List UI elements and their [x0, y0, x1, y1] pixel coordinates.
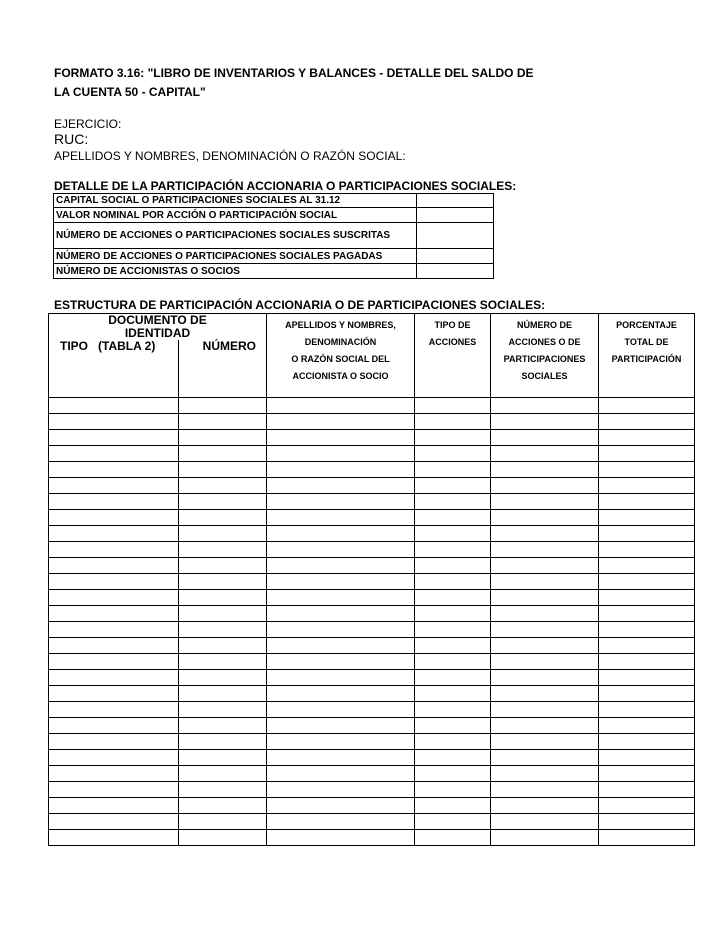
table-cell[interactable]: [49, 685, 179, 701]
table-cell[interactable]: [179, 605, 267, 621]
table-cell[interactable]: [599, 413, 695, 429]
table-cell[interactable]: [415, 429, 491, 445]
table-row: [49, 717, 695, 733]
table-cell[interactable]: [491, 829, 599, 845]
table-cell[interactable]: [179, 829, 267, 845]
table-cell[interactable]: [599, 605, 695, 621]
table-cell[interactable]: [267, 685, 415, 701]
summary-value-cell: [417, 194, 494, 208]
summary-value-cell: [417, 223, 494, 249]
table-cell[interactable]: [415, 781, 491, 797]
estructura-heading: ESTRUCTURA DE PARTICIPACIÓN ACCIONARIA O DE PARTICIPACIONES SOCIALES:: [54, 298, 546, 312]
table-cell[interactable]: [491, 557, 599, 573]
table-cell[interactable]: [491, 733, 599, 749]
table-cell[interactable]: [599, 685, 695, 701]
header-line: PARTICIPACIONES: [503, 354, 586, 364]
table-cell[interactable]: [267, 653, 415, 669]
table-cell[interactable]: [49, 813, 179, 829]
razon-social-label: APELLIDOS Y NOMBRES, DENOMINACIÓN O RAZÓN SOCIAL:: [54, 149, 406, 163]
table-cell[interactable]: [179, 573, 267, 589]
table-cell[interactable]: [267, 429, 415, 445]
table-cell[interactable]: [49, 445, 179, 461]
table-cell[interactable]: [267, 749, 415, 765]
table-cell[interactable]: [491, 669, 599, 685]
table-cell[interactable]: [491, 541, 599, 557]
table-cell[interactable]: [599, 509, 695, 525]
table-cell[interactable]: [415, 829, 491, 845]
form-title-line1: FORMATO 3.16: "LIBRO DE INVENTARIOS Y BALANCES - DETALLE DEL SALDO DE: [54, 66, 534, 80]
table-cell[interactable]: [491, 781, 599, 797]
table-cell[interactable]: [49, 669, 179, 685]
summary-label: NÚMERO DE ACCIONES O PARTICIPACIONES SOCIALES PAGADAS: [54, 249, 417, 264]
table-cell[interactable]: [599, 749, 695, 765]
table-cell[interactable]: [491, 605, 599, 621]
summary-value-cell: [417, 264, 494, 279]
table-row: [49, 605, 695, 621]
table-cell[interactable]: [267, 445, 415, 461]
table-row: [49, 509, 695, 525]
table-cell[interactable]: [599, 445, 695, 461]
table-cell[interactable]: [491, 461, 599, 477]
table-cell[interactable]: [49, 493, 179, 509]
table-cell[interactable]: [415, 493, 491, 509]
summary-label: CAPITAL SOCIAL O PARTICIPACIONES SOCIALES AL 31.12: [54, 194, 417, 208]
table-cell[interactable]: [49, 589, 179, 605]
summary-value-cell: [417, 249, 494, 264]
table-cell[interactable]: [599, 429, 695, 445]
table-cell[interactable]: [267, 589, 415, 605]
tabla2-label: (TABLA 2): [98, 339, 156, 353]
header-line: NÚMERO DE: [516, 320, 572, 330]
table-row: [49, 829, 695, 845]
table-cell[interactable]: [179, 637, 267, 653]
table-cell[interactable]: [415, 637, 491, 653]
header-line: TIPO DE: [434, 320, 471, 330]
table-cell[interactable]: [599, 717, 695, 733]
table-cell[interactable]: [415, 717, 491, 733]
header-line: TOTAL DE: [624, 337, 669, 347]
table-cell[interactable]: [415, 541, 491, 557]
table-cell[interactable]: [491, 765, 599, 781]
table-cell[interactable]: [491, 749, 599, 765]
header-line: O RAZÓN SOCIAL DEL: [291, 354, 390, 364]
table-row: [49, 813, 695, 829]
ruc-label: RUC:: [54, 131, 89, 147]
table-cell[interactable]: [491, 621, 599, 637]
table-row: [49, 621, 695, 637]
table-cell[interactable]: [49, 717, 179, 733]
table-cell[interactable]: [415, 413, 491, 429]
table-cell[interactable]: [415, 621, 491, 637]
table-row: [49, 525, 695, 541]
table-cell[interactable]: [491, 701, 599, 717]
table-cell[interactable]: [267, 781, 415, 797]
table-cell[interactable]: [179, 717, 267, 733]
table-cell[interactable]: [179, 765, 267, 781]
table-cell[interactable]: [49, 749, 179, 765]
table-cell[interactable]: [49, 525, 179, 541]
table-cell[interactable]: [415, 445, 491, 461]
table-cell[interactable]: [415, 653, 491, 669]
summary-label: NÚMERO DE ACCIONES O PARTICIPACIONES SOCIALES SUSCRITAS: [54, 223, 417, 249]
table-cell[interactable]: [49, 509, 179, 525]
table-cell[interactable]: [491, 685, 599, 701]
table-row: [49, 493, 695, 509]
table-cell[interactable]: [49, 637, 179, 653]
table-cell[interactable]: [267, 717, 415, 733]
table-cell[interactable]: [491, 813, 599, 829]
table-cell[interactable]: [49, 477, 179, 493]
table-cell[interactable]: [267, 637, 415, 653]
table-cell[interactable]: [179, 685, 267, 701]
table-cell[interactable]: [415, 749, 491, 765]
table-cell[interactable]: [415, 813, 491, 829]
table-cell[interactable]: [415, 797, 491, 813]
header-line: SOCIALES: [521, 371, 568, 381]
table-cell[interactable]: [49, 461, 179, 477]
table-cell[interactable]: [267, 621, 415, 637]
table-cell[interactable]: [267, 557, 415, 573]
table-cell[interactable]: [599, 621, 695, 637]
table-cell[interactable]: [415, 477, 491, 493]
header-line: ACCIONISTA O SOCIO: [292, 371, 389, 381]
table-cell[interactable]: [491, 653, 599, 669]
table-cell[interactable]: [179, 557, 267, 573]
table-cell[interactable]: [179, 477, 267, 493]
numero-acciones-header: [491, 314, 599, 398]
table-body: [49, 397, 695, 845]
doc-identidad-line2: IDENTIDAD: [124, 326, 191, 340]
table-cell[interactable]: [179, 413, 267, 429]
table-cell[interactable]: [179, 653, 267, 669]
table-cell[interactable]: [179, 781, 267, 797]
table-cell[interactable]: [491, 429, 599, 445]
table-cell[interactable]: [599, 541, 695, 557]
numero-label: NÚMERO: [202, 339, 256, 353]
table-cell[interactable]: [599, 653, 695, 669]
table-cell[interactable]: [49, 429, 179, 445]
summary-value-cell: [417, 208, 494, 223]
table-row: [49, 797, 695, 813]
table-cell[interactable]: [599, 733, 695, 749]
table-cell[interactable]: [491, 637, 599, 653]
summary-label: VALOR NOMINAL POR ACCIÓN O PARTICIPACIÓN SOCIAL: [54, 208, 417, 223]
table-cell[interactable]: [49, 829, 179, 845]
table-cell[interactable]: [415, 525, 491, 541]
table-cell[interactable]: [415, 701, 491, 717]
table-cell[interactable]: [267, 525, 415, 541]
table-cell[interactable]: [267, 797, 415, 813]
table-cell[interactable]: [267, 813, 415, 829]
participacion-table: [48, 313, 695, 846]
table-cell[interactable]: [49, 653, 179, 669]
table-cell[interactable]: [49, 781, 179, 797]
table-row: [49, 733, 695, 749]
table-cell[interactable]: [179, 461, 267, 477]
table-cell[interactable]: [267, 509, 415, 525]
table-cell[interactable]: [415, 573, 491, 589]
table-row: [49, 685, 695, 701]
table-cell[interactable]: [179, 493, 267, 509]
table-row: [49, 749, 695, 765]
table-cell[interactable]: [415, 589, 491, 605]
table-cell[interactable]: [599, 797, 695, 813]
table-cell[interactable]: [179, 797, 267, 813]
table-row: [49, 765, 695, 781]
table-cell[interactable]: [179, 541, 267, 557]
table-row: [49, 397, 695, 413]
table-cell[interactable]: [491, 445, 599, 461]
table-cell[interactable]: [599, 829, 695, 845]
doc-identidad-header: [49, 314, 267, 341]
capital-summary-table: [53, 193, 494, 279]
header-line: ACCIONES: [428, 337, 477, 347]
table-row: [49, 573, 695, 589]
header-line: ACCIONES O DE: [508, 337, 581, 347]
table-cell[interactable]: [267, 669, 415, 685]
table-cell[interactable]: [599, 765, 695, 781]
table-cell[interactable]: [49, 557, 179, 573]
table-cell[interactable]: [179, 749, 267, 765]
table-cell[interactable]: [599, 573, 695, 589]
table-cell[interactable]: [49, 397, 179, 413]
table-cell[interactable]: [599, 781, 695, 797]
header-line: PORCENTAJE: [616, 320, 677, 330]
table-row: [49, 413, 695, 429]
table-cell[interactable]: [491, 413, 599, 429]
table-cell[interactable]: [599, 477, 695, 493]
table-cell[interactable]: [267, 701, 415, 717]
table-cell[interactable]: [267, 765, 415, 781]
form-title-line2: LA CUENTA 50 - CAPITAL": [54, 85, 206, 99]
table-row: [49, 429, 695, 445]
table-cell[interactable]: [599, 493, 695, 509]
table-row: [49, 557, 695, 573]
table-cell[interactable]: [267, 733, 415, 749]
header-line: PARTICIPACIÓN: [611, 354, 682, 364]
table-cell[interactable]: [599, 637, 695, 653]
table-cell[interactable]: [267, 573, 415, 589]
table-cell[interactable]: [415, 397, 491, 413]
table-cell[interactable]: [267, 605, 415, 621]
table-cell[interactable]: [49, 797, 179, 813]
table-cell[interactable]: [491, 477, 599, 493]
table-row: [49, 701, 695, 717]
table-cell[interactable]: [49, 733, 179, 749]
table-cell[interactable]: [599, 461, 695, 477]
table-row: [49, 461, 695, 477]
table-cell[interactable]: [491, 493, 599, 509]
table-cell[interactable]: [179, 509, 267, 525]
table-cell[interactable]: [179, 621, 267, 637]
table-cell[interactable]: [179, 813, 267, 829]
table-cell[interactable]: [599, 397, 695, 413]
table-cell[interactable]: [599, 813, 695, 829]
table-cell[interactable]: [179, 429, 267, 445]
table-row: [49, 669, 695, 685]
table-cell[interactable]: [491, 589, 599, 605]
table-cell[interactable]: [415, 669, 491, 685]
doc-identidad-line1: DOCUMENTO DE: [108, 313, 207, 327]
ejercicio-label: EJERCICIO:: [54, 117, 122, 131]
table-cell[interactable]: [49, 541, 179, 557]
table-cell[interactable]: [267, 397, 415, 413]
table-cell[interactable]: [267, 477, 415, 493]
table-cell[interactable]: [49, 413, 179, 429]
summary-label: NÚMERO DE ACCIONISTAS O SOCIOS: [54, 264, 417, 279]
detalle-heading: DETALLE DE LA PARTICIPACIÓN ACCIONARIA O PARTICIPACIONES SOCIALES:: [54, 179, 517, 193]
table-cell[interactable]: [267, 493, 415, 509]
table-cell[interactable]: [49, 765, 179, 781]
tipo-header: [49, 340, 179, 397]
table-cell[interactable]: [179, 445, 267, 461]
table-cell[interactable]: [267, 541, 415, 557]
table-cell[interactable]: [491, 525, 599, 541]
table-row: [49, 653, 695, 669]
header-line: APELLIDOS Y NOMBRES,: [285, 320, 396, 330]
table-cell[interactable]: [415, 461, 491, 477]
table-cell[interactable]: [415, 509, 491, 525]
table-cell[interactable]: [179, 733, 267, 749]
apellidos-header: [267, 314, 415, 398]
table-cell[interactable]: [415, 557, 491, 573]
table-row: [49, 541, 695, 557]
table-cell[interactable]: [415, 765, 491, 781]
table-cell[interactable]: [179, 525, 267, 541]
table-cell[interactable]: [415, 685, 491, 701]
numero-header: [179, 340, 267, 397]
table-row: [49, 445, 695, 461]
table-cell[interactable]: [491, 573, 599, 589]
table-cell[interactable]: [49, 621, 179, 637]
table-row: [49, 637, 695, 653]
table-cell[interactable]: [599, 525, 695, 541]
tipo-label: TIPO: [60, 339, 89, 353]
table-cell[interactable]: [415, 733, 491, 749]
table-cell[interactable]: [599, 669, 695, 685]
table-row: [49, 781, 695, 797]
table-cell[interactable]: [267, 413, 415, 429]
table-cell[interactable]: [267, 829, 415, 845]
table-row: [49, 589, 695, 605]
table-cell[interactable]: [491, 797, 599, 813]
table-cell[interactable]: [267, 461, 415, 477]
table-cell[interactable]: [599, 589, 695, 605]
table-cell[interactable]: [49, 573, 179, 589]
table-cell[interactable]: [491, 397, 599, 413]
porcentaje-header: [599, 314, 695, 398]
table-cell[interactable]: [49, 605, 179, 621]
table-cell[interactable]: [491, 509, 599, 525]
tipo-acciones-header: [415, 314, 491, 398]
table-cell[interactable]: [491, 717, 599, 733]
table-cell[interactable]: [415, 605, 491, 621]
table-cell[interactable]: [599, 557, 695, 573]
table-cell[interactable]: [179, 701, 267, 717]
table-row: [49, 477, 695, 493]
table-cell[interactable]: [179, 669, 267, 685]
header-line: DENOMINACIÓN: [304, 337, 377, 347]
table-cell[interactable]: [179, 397, 267, 413]
table-cell[interactable]: [49, 701, 179, 717]
table-cell[interactable]: [179, 589, 267, 605]
table-cell[interactable]: [599, 701, 695, 717]
